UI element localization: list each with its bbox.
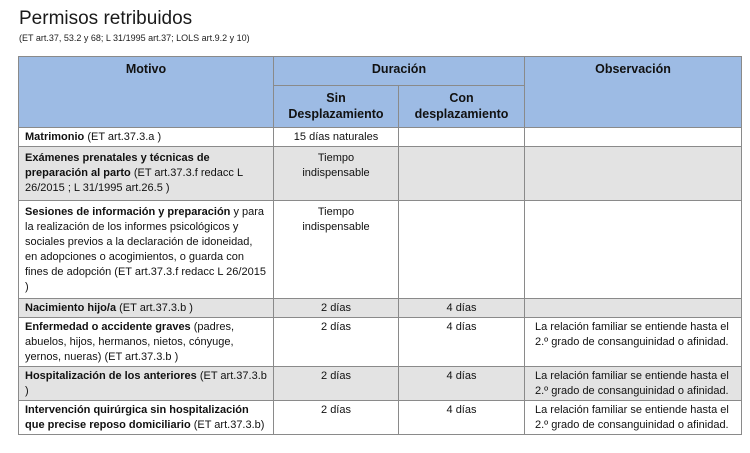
table-row [19,401,742,435]
observacion-cell [525,201,742,299]
observacion-cell [525,128,742,147]
table-row [19,128,742,147]
sin-desplazamiento-cell: 2 días [274,401,399,435]
observacion-cell: La relación familiar se entiende hasta el 2.º grado de consanguinidad o afinidad. [525,318,742,367]
header-observacion: Observación [525,57,742,128]
paid-leave-table [18,56,742,435]
header-con-desplazamiento: Con desplazamiento [399,86,525,128]
con-desplazamiento-cell: 4 días [399,318,525,367]
header-sin-desplazamiento: Sin Desplazamiento [274,86,399,128]
observacion-cell [525,299,742,318]
motivo-cell: Exámenes prenatales y técnicas de preparación al parto (ET art.37.3.f redacc L 26/2015 ; L 31/1995 art.26.5 ) [19,147,274,201]
sin-desplazamiento-cell: 2 días [274,318,399,367]
con-desplazamiento-cell [399,201,525,299]
motivo-cell: Intervención quirúrgica sin hospitalización que precise reposo domiciliario (ET art.37.3.b) [19,401,274,435]
con-desplazamiento-cell: 4 días [399,401,525,435]
motivo-cell: Enfermedad o accidente graves (padres, abuelos, hijos, hermanos, nietos, cónyuge, yernos, nueras) (ET art.37.3.b ) [19,318,274,367]
con-desplazamiento-cell: 4 días [399,367,525,401]
legal-references: (ET art.37, 53.2 y 68; L 31/1995 art.37; LOLS art.9.2 y 10) [19,33,250,43]
header-row [19,57,742,86]
observacion-cell: La relación familiar se entiende hasta el 2.º grado de consanguinidad o afinidad. [525,367,742,401]
table-row [19,299,742,318]
motivo-cell: Sesiones de información y preparación y para la realización de los informes psicológicos y sociales previos a la declaración de idoneidad, en adopciones o acogimientos, o guarda con fines de adopción (ET art.37.3.f redacc L 26/2015 ) [19,201,274,299]
table-row [19,147,742,201]
table-row [19,367,742,401]
page-title: Permisos retribuidos [19,8,193,29]
motivo-cell: Hospitalización de los anteriores (ET art.37.3.b ) [19,367,274,401]
motivo-cell: Nacimiento hijo/a (ET art.37.3.b ) [19,299,274,318]
sin-desplazamiento-cell: Tiempo indispensable [274,201,399,299]
sin-desplazamiento-cell: 2 días [274,367,399,401]
sin-desplazamiento-cell: 15 días naturales [274,128,399,147]
observacion-cell [525,147,742,201]
con-desplazamiento-cell: 4 días [399,299,525,318]
observacion-cell: La relación familiar se entiende hasta el 2.º grado de consanguinidad o afinidad. [525,401,742,435]
sin-desplazamiento-cell: Tiempo indispensable [274,147,399,201]
header-motivo: Motivo [19,57,274,128]
table-row [19,318,742,367]
con-desplazamiento-cell [399,128,525,147]
sin-desplazamiento-cell: 2 días [274,299,399,318]
con-desplazamiento-cell [399,147,525,201]
header-duracion: Duración [274,57,525,86]
table-row [19,201,742,299]
motivo-cell: Matrimonio (ET art.37.3.a ) [19,128,274,147]
